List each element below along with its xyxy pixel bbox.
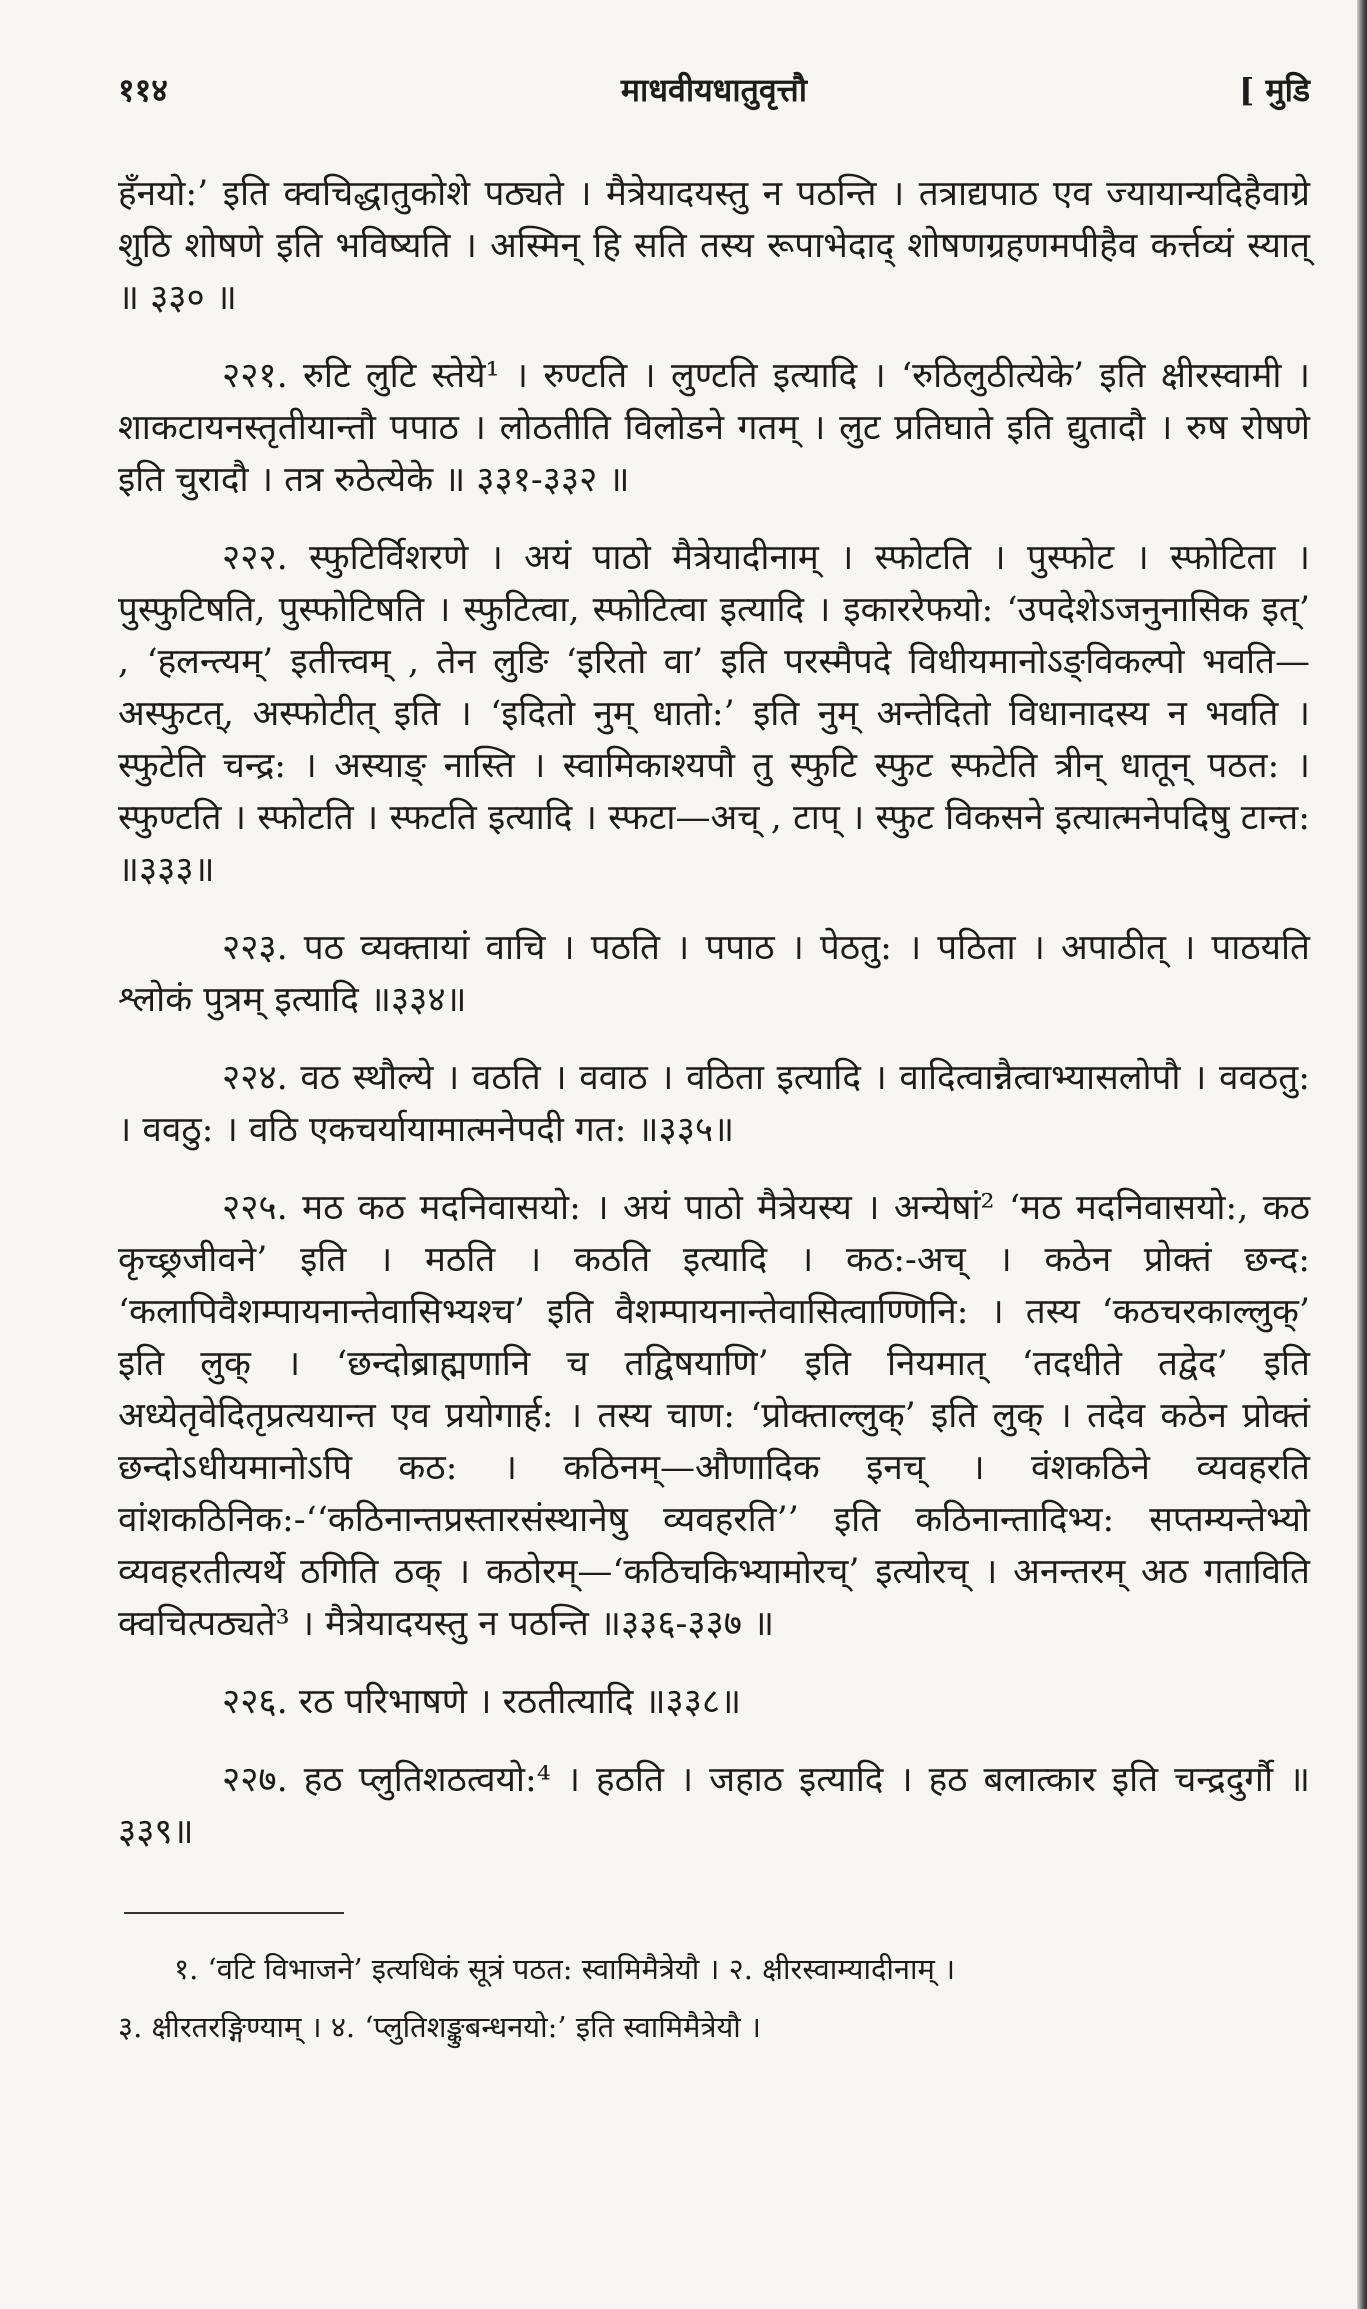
- paragraph-221: २२१. रुटि लुटि स्तेये¹ । रुण्टति । लुण्टति इत्यादि । ‘रुठिलुठीत्येके’ इति क्षीरस्वामी । शाकटायनस्तृतीयान्तौ पपाठ । लोठतीति विलोडने गतम् । लुट प्रतिघाते इति द्युतादौ । रुष रोषणे इति चुरादौ । तत्र रुठेत्येके ॥ ३३१-३३२ ॥: [118, 356, 1310, 500]
- paragraph-227: २२७. हठ प्लुतिशठत्वयो:⁴ । हठति । जहाठ इत्यादि । हठ बलात्कार इति चन्द्रदुर्गौ ॥३३९॥: [118, 1760, 1310, 1852]
- book-page: [118, 60, 1310, 2056]
- page-edge-shadow: [1357, 0, 1367, 2309]
- running-header: [118, 60, 1310, 120]
- footnotes: [118, 1940, 1310, 2056]
- main-text: [118, 168, 1310, 1858]
- paragraph-continuation: हँनयो:’ इति क्वचिद्धातुकोशे पठ्यते । मैत्रेयादयस्तु न पठन्ति । तत्राद्यपाठ एव ज्यायान्यदिहैवाग्रे शुठि शोषणे इति भविष्यति । अस्मिन् हि सति तस्य रूपाभेदाद् शोषणग्रहणमपीहैव कर्त्तव्यं स्यात् ॥ ३३० ॥: [118, 174, 1310, 318]
- footnote-line-1: १. ‘वटि विभाजने’ इत्यधिकं सूत्रं पठत: स्वामिमैत्रेयौ । २. क्षीरस्वाम्यादीनाम् ।: [174, 1952, 956, 1986]
- paragraph-222: २२२. स्फुटिर्विशरणे । अयं पाठो मैत्रेयादीनाम् । स्फोटति । पुस्फोट । स्फोटिता । पुस्फुटिषति, पुस्फोटिषति । स्फुटित्वा, स्फोटित्वा इत्यादि । इकाररेफयो: ‘उपदेशेऽजनुनासिक इत्’ , ‘हलन्त्यम्’ इतीत्त्वम् , तेन लुङि ‘इरितो वा’ इति परस्मैपदे विधीयमानोऽङ्विकल्पो भवति—अस्फुटत्, अस्फोटीत् इति । ‘इदितो नुम् धातो:’ इति नुम् अन्तेदितो विधानादस्य न भवति । स्फुटेति चन्द्र: । अस्याङ् नास्ति । स्वामिकाश्यपौ तु स्फुटि स्फुट स्फटेति त्रीन् धातून् पठत: । स्फुण्टति । स्फोटति । स्फटति इत्यादि । स्फटा—अच् , टाप् । स्फुट विकसने इत्यात्मनेपदिषु टान्त: ॥३३३॥: [118, 538, 1310, 890]
- paragraph-225: २२५. मठ कठ मदनिवासयो: । अयं पाठो मैत्रेयस्य । अन्येषां² ‘मठ मदनिवासयो:, कठ कृच्छ्रजीवने’ इति । मठति । कठति इत्यादि । कठ:-अच् । कठेन प्रोक्तं छन्द: ‘कलापिवैशम्पायनान्तेवासिभ्यश्च’ इति वैशम्पायनान्तेवासित्वाण्णिनि: । तस्य ‘कठचरकाल्लुक्’ इति लुक् । ‘छन्दोब्राह्मणानि च तद्विषयाणि’ इति नियमात् ‘तदधीते तद्वेद’ इति अध्येतृवेदितृप्रत्ययान्त एव प्रयोगार्ह: । तस्य चाण: ‘प्रोक्ताल्लुक्’ इति लुक् । तदेव कठेन प्रोक्तं छन्दोऽधीयमानोऽपि कठ: । कठिनम्—औणादिक इनच् । वंशकठिने व्यवहरति वांशकठिनिक:-‘‘कठिनान्तप्रस्तारसंस्थानेषु व्यवहरति’’ इति कठिनान्तादिभ्य: सप्तम्यन्तेभ्यो व्यवहरतीत्यर्थे ठगिति ठक् । कठोरम्—‘कठिचकिभ्यामोरच्’ इत्योरच् । अनन्तरम् अठ गताविति क्वचित्पठ्यते³ । मैत्रेयादयस्तु न पठन्ति ॥३३६-३३७ ॥: [118, 1188, 1310, 1644]
- section-marker: [ मुडि: [1239, 71, 1310, 109]
- paragraph-224: २२४. वठ स्थौल्ये । वठति । ववाठ । वठिता इत्यादि । वादित्वान्नैत्वाभ्यासलोपौ । ववठतु: । ववठु: । वठि एकचर्यायामात्मनेपदी गत: ॥३३५॥: [118, 1058, 1310, 1150]
- page-number: ११४: [118, 71, 168, 109]
- footnote-line-2: ३. क्षीरतरङ्गिण्याम् । ४. ‘प्लुतिशङ्कुबन्धनयो:’ इति स्वामिमैत्रेयौ ।: [118, 2010, 762, 2044]
- running-title: माधवीयधातुवृत्तौ: [620, 71, 808, 109]
- footnote-rule: [124, 1912, 344, 1914]
- paragraph-226: २२६. रठ परिभाषणे । रठतीत्यादि ॥३३८॥: [222, 1682, 742, 1722]
- paragraph-223: २२३. पठ व्यक्तायां वाचि । पठति । पपाठ । पेठतु: । पठिता । अपाठीत् । पाठयति श्लोकं पुत्रम् इत्यादि ॥३३४॥: [118, 928, 1310, 1020]
